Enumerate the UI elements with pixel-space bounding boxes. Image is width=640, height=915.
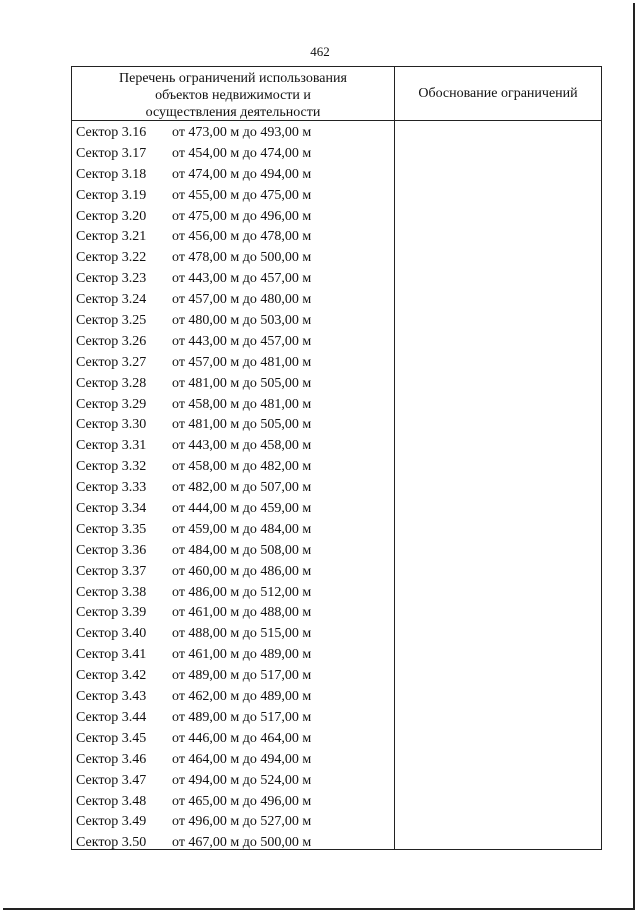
elevation-range: от 481,00 м до 505,00 м [172, 375, 312, 391]
elevation-range: от 474,00 м до 494,00 м [172, 166, 312, 182]
sector-label: Сектор 3.24 [76, 292, 147, 308]
elevation-range: от 443,00 м до 458,00 м [172, 438, 312, 454]
elevation-range: от 461,00 м до 488,00 м [172, 605, 312, 621]
sector-label: Сектор 3.43 [76, 689, 147, 705]
sector-label: Сектор 3.38 [76, 584, 147, 600]
sector-label: Сектор 3.50 [76, 835, 147, 851]
table-row [72, 144, 394, 165]
header-restrictions-list [72, 70, 394, 121]
header-line: объектов недвижимости и [155, 88, 311, 103]
table-row [72, 478, 394, 499]
elevation-range: от 458,00 м до 482,00 м [172, 459, 312, 475]
table-row [72, 227, 394, 248]
table-row [72, 687, 394, 708]
elevation-range: от 444,00 м до 459,00 м [172, 501, 312, 517]
table-body [72, 123, 394, 854]
table-row [72, 750, 394, 771]
elevation-range: от 475,00 м до 496,00 м [172, 208, 312, 224]
table-row [72, 812, 394, 833]
table-row [72, 269, 394, 290]
elevation-range: от 457,00 м до 481,00 м [172, 354, 312, 370]
elevation-range: от 462,00 м до 489,00 м [172, 689, 312, 705]
sector-label: Сектор 3.32 [76, 459, 147, 475]
elevation-range: от 457,00 м до 480,00 м [172, 292, 312, 308]
table-row [72, 415, 394, 436]
table-row [72, 624, 394, 645]
elevation-range: от 489,00 м до 517,00 м [172, 668, 312, 684]
table-row [72, 374, 394, 395]
table-row [72, 729, 394, 750]
table-row [72, 186, 394, 207]
table-row [72, 603, 394, 624]
elevation-range: от 459,00 м до 484,00 м [172, 521, 312, 537]
sector-label: Сектор 3.16 [76, 125, 147, 140]
table-row [72, 499, 394, 520]
elevation-range: от 494,00 м до 524,00 м [172, 772, 312, 788]
sector-label: Сектор 3.27 [76, 354, 147, 370]
sector-label: Сектор 3.28 [76, 375, 147, 391]
table-row [72, 520, 394, 541]
sector-label: Сектор 3.30 [76, 417, 147, 433]
sector-label: Сектор 3.42 [76, 668, 147, 684]
elevation-range: от 478,00 м до 500,00 м [172, 250, 312, 266]
header-line: Перечень ограничений использования [119, 71, 347, 86]
sector-label: Сектор 3.37 [76, 563, 147, 579]
elevation-range: от 461,00 м до 489,00 м [172, 647, 312, 663]
table-row [72, 165, 394, 186]
table-row [72, 562, 394, 583]
table-row [72, 436, 394, 457]
elevation-range: от 465,00 м до 496,00 м [172, 793, 312, 809]
sector-label: Сектор 3.35 [76, 521, 147, 537]
sector-label: Сектор 3.39 [76, 605, 147, 621]
elevation-range: от 488,00 м до 515,00 м [172, 626, 312, 642]
elevation-range: от 443,00 м до 457,00 м [172, 333, 312, 349]
elevation-range: от 481,00 м до 505,00 м [172, 417, 312, 433]
sector-label: Сектор 3.47 [76, 772, 147, 788]
sector-label: Сектор 3.29 [76, 396, 147, 412]
sector-label: Сектор 3.18 [76, 166, 147, 182]
sector-label: Сектор 3.26 [76, 333, 147, 349]
sector-label: Сектор 3.46 [76, 751, 147, 767]
elevation-range: от 454,00 м до 474,00 м [172, 145, 312, 161]
table-row [72, 541, 394, 562]
sector-label: Сектор 3.17 [76, 145, 147, 161]
elevation-range: от 480,00 м до 503,00 м [172, 313, 312, 329]
sector-label: Сектор 3.33 [76, 480, 147, 496]
sector-label: Сектор 3.44 [76, 709, 147, 725]
header-line: осуществления деятельности [145, 105, 321, 120]
elevation-range: от 456,00 м до 478,00 м [172, 229, 312, 245]
table-row [72, 457, 394, 478]
elevation-range: от 482,00 м до 507,00 м [172, 480, 312, 496]
elevation-range: от 460,00 м до 486,00 м [172, 563, 312, 579]
elevation-range: от 473,00 м до 493,00 м [172, 125, 312, 140]
sector-label: Сектор 3.45 [76, 730, 147, 746]
table-row [72, 353, 394, 374]
elevation-range: от 486,00 м до 512,00 м [172, 584, 312, 600]
sector-label: Сектор 3.41 [76, 647, 147, 663]
sector-label: Сектор 3.25 [76, 313, 147, 329]
table-row [72, 583, 394, 604]
sector-label: Сектор 3.21 [76, 229, 147, 245]
sector-label: Сектор 3.40 [76, 626, 147, 642]
elevation-range: от 467,00 м до 500,00 м [172, 835, 312, 851]
table-row [72, 708, 394, 729]
sector-label: Сектор 3.31 [76, 438, 147, 454]
sector-label: Сектор 3.36 [76, 542, 147, 558]
table-row [72, 833, 394, 854]
table-row [72, 771, 394, 792]
table-row [72, 645, 394, 666]
table-row [72, 123, 394, 144]
restrictions-table [71, 66, 602, 850]
sector-label: Сектор 3.23 [76, 271, 147, 287]
sector-label: Сектор 3.49 [76, 814, 147, 830]
table-row [72, 332, 394, 353]
elevation-range: от 496,00 м до 527,00 м [172, 814, 312, 830]
sector-label: Сектор 3.34 [76, 501, 147, 517]
elevation-range: от 458,00 м до 481,00 м [172, 396, 312, 412]
table-row [72, 666, 394, 687]
table-row [72, 395, 394, 416]
sector-label: Сектор 3.48 [76, 793, 147, 809]
elevation-range: от 464,00 м до 494,00 м [172, 751, 312, 767]
header-justification: Обоснование ограничений [418, 86, 578, 101]
table-row [72, 792, 394, 813]
elevation-range: от 489,00 м до 517,00 м [172, 709, 312, 725]
table-row [72, 290, 394, 311]
elevation-range: от 443,00 м до 457,00 м [172, 271, 312, 287]
table-row [72, 311, 394, 332]
sector-label: Сектор 3.20 [76, 208, 147, 224]
column-divider [394, 67, 395, 849]
elevation-range: от 446,00 м до 464,00 м [172, 730, 312, 746]
table-row [72, 248, 394, 269]
elevation-range: от 455,00 м до 475,00 м [172, 187, 312, 203]
header-divider [72, 120, 601, 121]
sector-label: Сектор 3.22 [76, 250, 147, 266]
sector-label: Сектор 3.19 [76, 187, 147, 203]
table-row [72, 207, 394, 228]
page-number: 462 [310, 44, 330, 59]
elevation-range: от 484,00 м до 508,00 м [172, 542, 312, 558]
